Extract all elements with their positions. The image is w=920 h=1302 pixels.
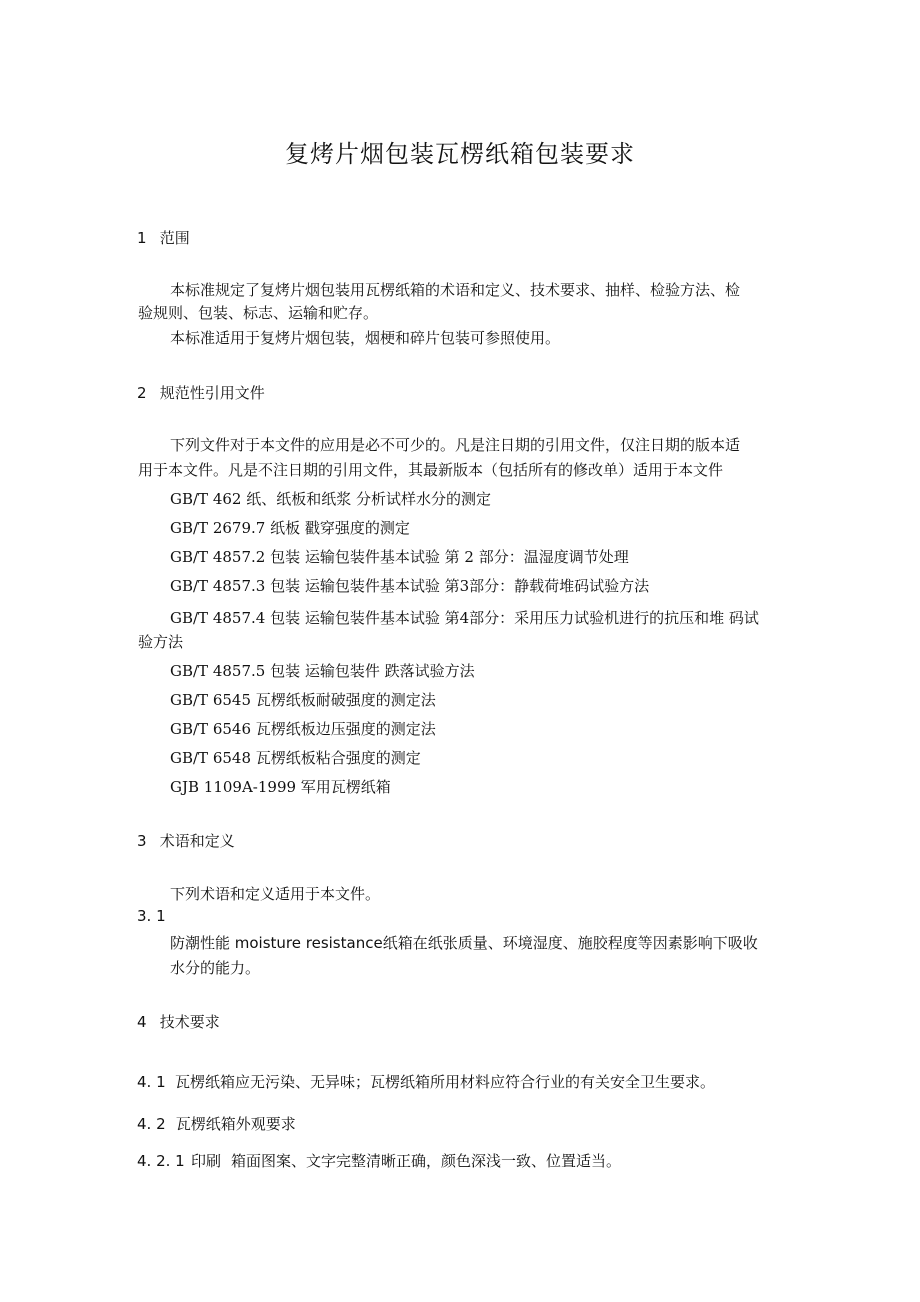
section-3-number: 3 [137, 832, 147, 850]
section-2-title: 规范性引用文件 [159, 384, 265, 402]
ref-item: GB/T 6546 瓦楞纸板边压强度的测定法 [170, 720, 436, 738]
ref-item-continuation: 验方法 [138, 633, 184, 651]
clause-4-2-1-label: 印刷 [191, 1152, 222, 1170]
section-4-number: 4 [137, 1013, 147, 1031]
section-1-para-1-line-1: 本标准规定了复烤片烟包装用瓦楞纸箱的术语和定义、技术要求、抽样、检验方法、检 [170, 281, 741, 299]
ref-item: GB/T 6548 瓦楞纸板粘合强度的测定 [170, 749, 421, 767]
clause-3-1-line-2: 水分的能力。 [170, 959, 261, 977]
section-1-para-2: 本标准适用于复烤片烟包装，烟梗和碎片包装可参照使用。 [170, 329, 561, 347]
clause-4-2-title: 瓦楞纸箱外观要求 [175, 1115, 296, 1133]
clause-4-1-text: 瓦楞纸箱应无污染、无异味；瓦楞纸箱所用材料应符合行业的有关安全卫生要求。 [175, 1073, 716, 1091]
ref-item: GB/T 4857.2 包装 运输包装件基本试验 第 2 部分：温湿度调节处理 [170, 548, 629, 566]
section-4-heading [137, 1011, 220, 1032]
clause-4-2-1 [137, 1150, 621, 1171]
clause-4-2-1-text: 箱面图案、文字完整清晰正确，颜色深浅一致、位置适当。 [231, 1152, 622, 1170]
section-1-para-1-line-2: 验规则、包装、标志、运输和贮存。 [138, 304, 379, 322]
clause-3-1-line-1 [170, 932, 758, 953]
ref-item: GB/T 2679.7 纸板 戳穿强度的测定 [170, 519, 410, 537]
clause-4-2 [137, 1113, 296, 1134]
ref-item: GB/T 4857.5 包装 运输包装件 跌落试验方法 [170, 662, 475, 680]
clause-3-1-number: 3. 1 [137, 907, 166, 925]
ref-item: GB/T 462 纸、纸板和纸浆 分析试样水分的测定 [170, 490, 492, 508]
section-1-number: 1 [137, 229, 147, 247]
section-1-title: 范围 [159, 229, 190, 247]
ref-item: GB/T 4857.3 包装 运输包装件基本试验 第3部分：静载荷堆码试验方法 [170, 577, 650, 595]
clause-4-2-number: 4. 2 [137, 1115, 166, 1133]
clause-4-1-number: 4. 1 [137, 1073, 166, 1091]
section-3-title: 术语和定义 [159, 832, 235, 850]
term-name: 防潮性能 moisture resistance [170, 934, 383, 952]
section-3-intro: 下列术语和定义适用于本文件。 [170, 885, 381, 903]
section-2-number: 2 [137, 384, 147, 402]
section-4-title: 技术要求 [159, 1013, 220, 1031]
section-2-intro-line-1: 下列文件对于本文件的应用是必不可少的。凡是注日期的引用文件，仅注日期的版本适 [170, 436, 741, 454]
section-1-heading [137, 227, 190, 248]
section-2-intro-line-2: 用于本文件。凡是不注日期的引用文件，其最新版本（包括所有的修改单）适用于本文件 [138, 461, 724, 479]
ref-item: GB/T 6545 瓦楞纸板耐破强度的测定法 [170, 691, 436, 709]
ref-item: GJB 1109A-1999 军用瓦楞纸箱 [170, 778, 391, 796]
term-definition: 纸箱在纸张质量、环境湿度、施胶程度等因素影响下吸收 [382, 934, 758, 952]
clause-4-1 [137, 1071, 715, 1092]
clause-4-2-1-number: 4. 2. 1 [137, 1152, 185, 1170]
section-2-heading [137, 382, 265, 403]
section-3-heading [137, 830, 235, 851]
document-title: 复烤片烟包装瓦楞纸箱包装要求 [285, 140, 635, 168]
ref-item: GB/T 4857.4 包装 运输包装件基本试验 第4部分：采用压力试验机进行的抗压和堆 码试 [170, 609, 759, 627]
